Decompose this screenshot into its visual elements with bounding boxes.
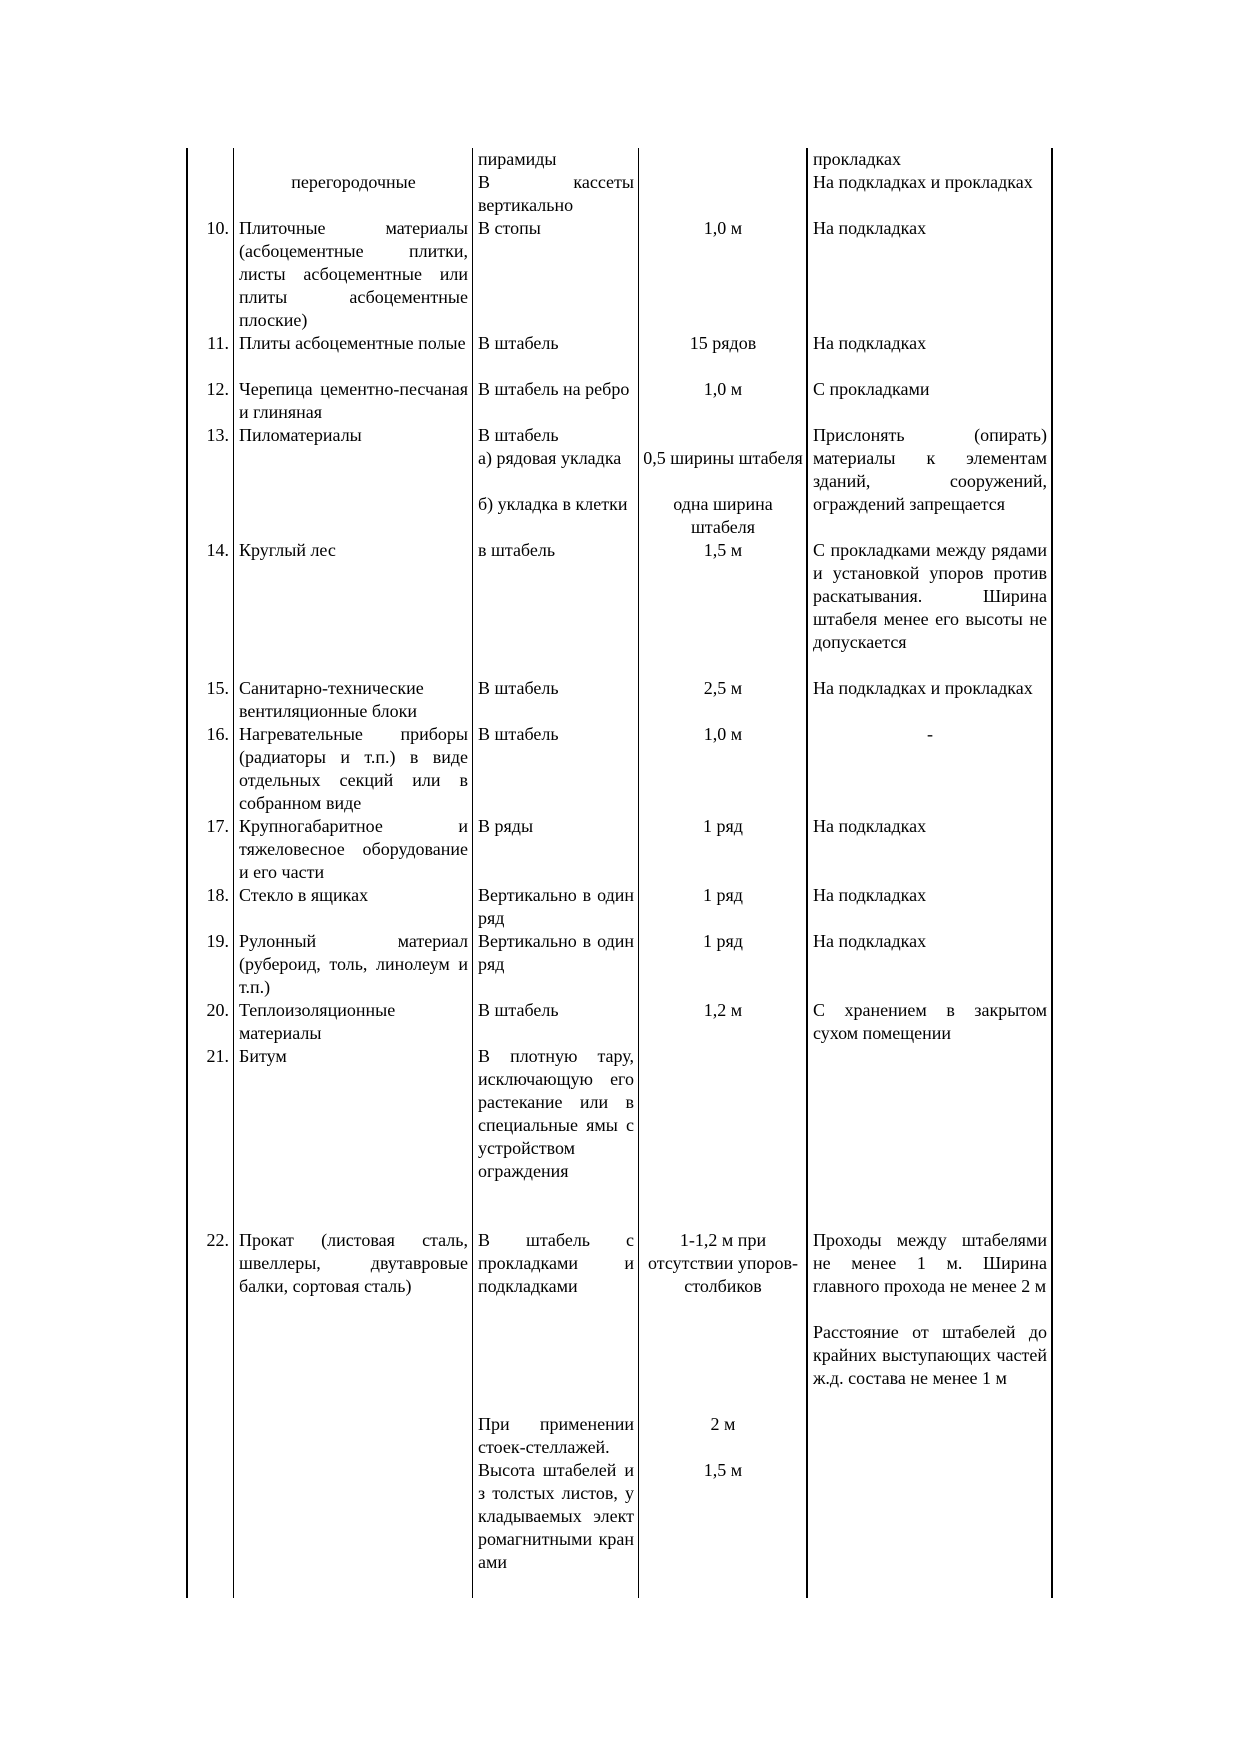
row-height-thick-sheets: 1,5 м — [703, 1460, 743, 1480]
row-note: С хранением в закрытом сухом помещении — [813, 1000, 1047, 1043]
column-divider — [638, 148, 639, 1598]
fragment-method: В кассеты вертикально — [478, 172, 634, 215]
row-method: В штабель — [478, 1000, 559, 1020]
row-method: В ряды — [478, 816, 534, 836]
column-divider — [806, 148, 808, 1598]
row-name: Рулонный материал (рубероид, толь, линолеум и т.п.) — [239, 931, 468, 997]
row-number: 14. — [206, 540, 229, 560]
row-method-title: В штабель — [478, 425, 559, 445]
row-method-option-b: б) укладка в клетки — [478, 494, 628, 514]
row-method: Вертикально в один ряд — [478, 885, 634, 928]
row-number: 20. — [206, 1000, 229, 1020]
row-note: На подкладках — [813, 218, 927, 238]
column-divider — [472, 148, 473, 1598]
row-name: Прокат (листовая сталь, швеллеры, двутавровые балки, сортовая сталь) — [239, 1230, 468, 1296]
row-number: 21. — [206, 1046, 229, 1066]
row-name: Черепица цементно-песчаная и глиняная — [239, 379, 468, 422]
fragment-method: пирамиды — [478, 149, 557, 169]
row-name: Битум — [239, 1046, 287, 1066]
row-name: Плиты асбоцементные полые — [239, 333, 466, 353]
row-height: 1,5 м — [703, 540, 743, 560]
row-method: В штабель — [478, 724, 559, 744]
row-number: 19. — [206, 931, 229, 951]
row-note: На подкладках — [813, 885, 927, 905]
row-note: На подкладках и прокладках — [813, 678, 1033, 698]
row-number: 11. — [207, 333, 229, 353]
row-height: 1 ряд — [703, 931, 743, 951]
row-method: В штабель на ребро — [478, 379, 630, 399]
row-height: 1 ряд — [703, 816, 743, 836]
row-note: На подкладках — [813, 333, 927, 353]
row-method-racks: При применении стоек-стеллажей. — [478, 1414, 634, 1457]
row-note: Прислонять (опирать) материалы к элементам зданий, сооружений, ограждений запрещается — [813, 425, 1047, 514]
row-method-option-a: а) рядовая укладка — [478, 448, 622, 468]
row-number: 18. — [206, 885, 229, 905]
row-height: 15 рядов — [689, 333, 757, 353]
row-height: 1,0 м — [703, 724, 743, 744]
fragment-note: прокладках — [813, 149, 901, 169]
row-number: 12. — [206, 379, 229, 399]
row-note: С прокладками между рядами и установкой упоров против раскатывания. Ширина штабеля менее его высоты не допускается — [813, 540, 1047, 652]
row-height: 1,0 м — [703, 379, 743, 399]
table-sheet — [186, 148, 1053, 1598]
row-number: 17. — [206, 816, 229, 836]
fragment-note: На подкладках и прокладках — [813, 172, 1033, 192]
row-number: 10. — [206, 218, 229, 238]
row-height: 1 ряд — [703, 885, 743, 905]
row-name: Плиточные материалы (асбоцементные плитки, листы асбоцементные или плиты асбоцементные плоские) — [239, 218, 468, 330]
row-number: 22. — [206, 1230, 229, 1250]
column-divider — [233, 148, 234, 1598]
row-method-thick-sheets: Высота штабелей из толстых листов, укладываемых электромагнитными кранами — [478, 1460, 634, 1572]
row-method: В штабель — [478, 678, 559, 698]
row-height-option-a: 0,5 ширины штабеля — [643, 448, 803, 468]
row-name: Крупногабаритное и тяжеловесное оборудование и его части — [239, 816, 468, 882]
row-height: 1-1,2 м при отсутствии упоров-столбиков — [648, 1230, 798, 1296]
row-method: Вертикально в один ряд — [478, 931, 634, 974]
row-height: 2,5 м — [703, 678, 743, 698]
table-border-left — [186, 148, 188, 1598]
row-number: 13. — [206, 425, 229, 445]
row-method: В штабель — [478, 333, 559, 353]
row-name: Нагревательные приборы (радиаторы и т.п.) в виде отдельных секций или в собранном виде — [239, 724, 468, 813]
fragment-name: перегородочные — [291, 172, 416, 192]
row-name: Теплоизоляционные материалы — [239, 1000, 396, 1043]
row-height: 1,0 м — [703, 218, 743, 238]
row-name: Санитарно-технические вентиляционные блоки — [239, 678, 424, 721]
row-note: С прокладками — [813, 379, 930, 399]
row-number: 16. — [206, 724, 229, 744]
row-note: На подкладках — [813, 931, 927, 951]
row-note: На подкладках — [813, 816, 927, 836]
row-height: 1,2 м — [703, 1000, 743, 1020]
row-note: Проходы между штабелями не менее 1 м. Ширина главного прохода не менее 2 м — [813, 1230, 1047, 1296]
row-note: - — [927, 724, 933, 744]
row-name: Круглый лес — [239, 540, 336, 560]
table-border-right — [1051, 148, 1053, 1598]
row-method: в штабель — [478, 540, 556, 560]
row-height-racks: 2 м — [710, 1414, 736, 1434]
row-method: В плотную тару, исключающую его растекание или в специальные ямы с устройством ограждения — [478, 1046, 634, 1181]
row-name: Пиломатериалы — [239, 425, 362, 445]
row-name: Стекло в ящиках — [239, 885, 369, 905]
row-method: В стопы — [478, 218, 541, 238]
row-method: В штабель с прокладками и подкладками — [478, 1230, 634, 1296]
row-note: Расстояние от штабелей до крайних выступающих частей ж.д. состава не менее 1 м — [813, 1322, 1047, 1388]
row-height-option-b: одна ширина штабеля — [673, 494, 773, 537]
row-number: 15. — [206, 678, 229, 698]
